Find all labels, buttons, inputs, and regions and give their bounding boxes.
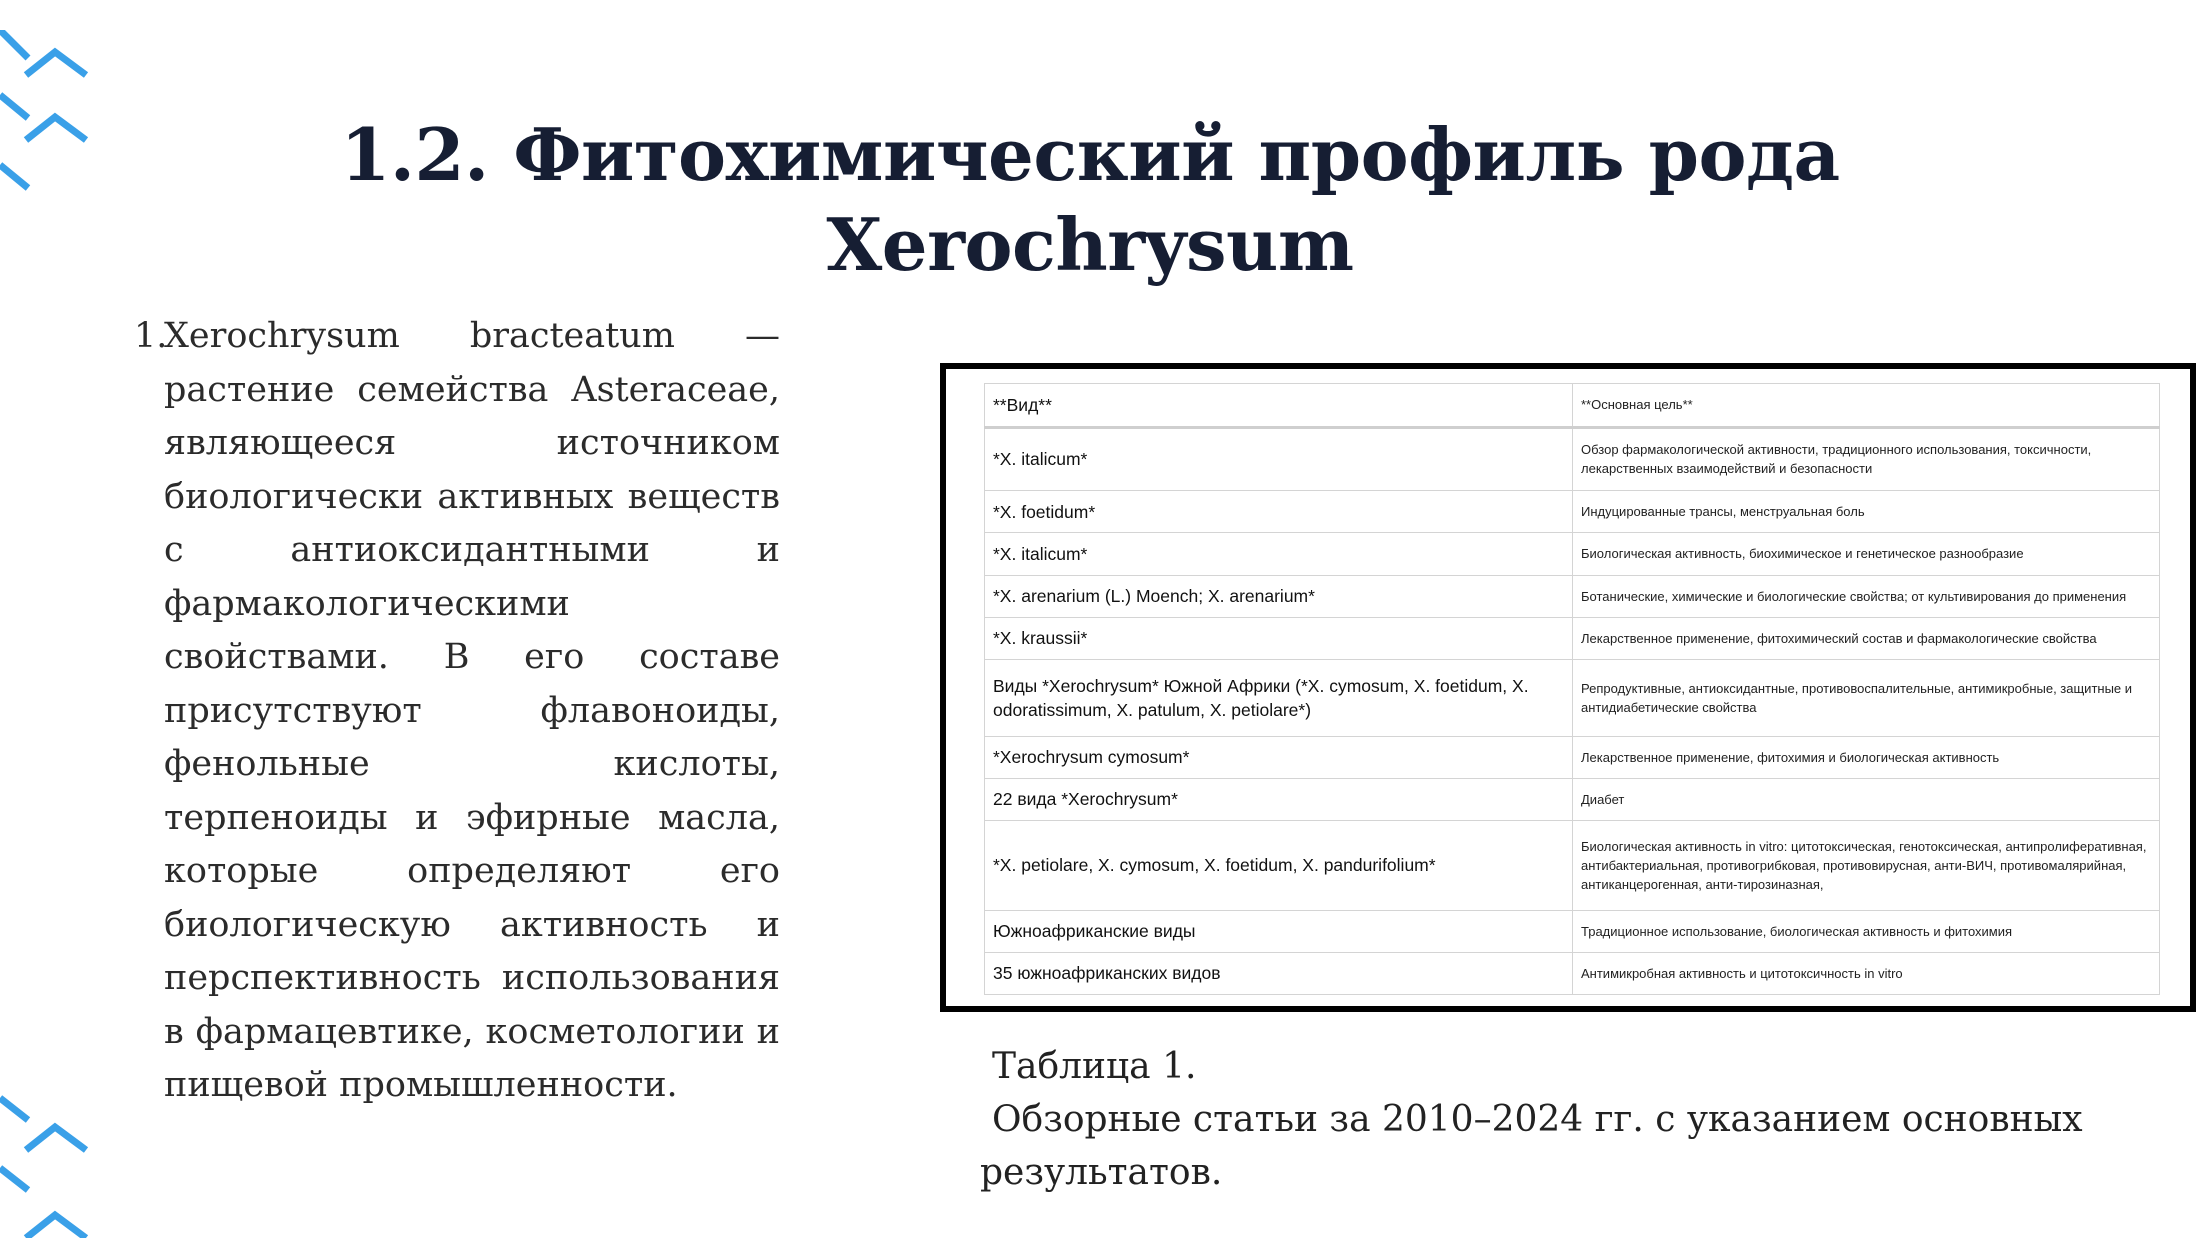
- body-list: [134, 310, 780, 1113]
- body-paragraph: Xerochrysum bracteatum — растение семейства Asteraceae, являющееся источником биологически активных веществ с антиоксидантными и фармакологическими свойствами. В его составе присутствуют флавоноиды, фенольные кислоты, терпеноиды и эфирные масла, которые определяют его биологическую активность и перспективность использования в фармацевтике, косметологии и пищевой промышленности.: [164, 316, 780, 1105]
- table-row: [985, 491, 2160, 533]
- species-cell: 22 вида *Xerochrysum*: [985, 778, 1573, 820]
- chevron-decoration-bottom: [0, 1090, 100, 1238]
- species-cell: *X. foetidum*: [985, 491, 1573, 533]
- species-cell: *X. arenarium (L.) Moench; X. arenarium*: [985, 575, 1573, 617]
- goal-cell: Индуцированные трансы, менструальная боль: [1573, 491, 2160, 533]
- goal-cell: Биологическая активность in vitro: цитотоксическая, генотоксическая, антипролиферативная, антибактериальная, противогрибковая, противовирусная, анти-ВИЧ, противомалярийная, антиканцерогенная, анти-тирозиназная,: [1573, 820, 2160, 910]
- table-row: [985, 533, 2160, 575]
- table-row: [985, 736, 2160, 778]
- table-row: [985, 778, 2160, 820]
- review-table: [984, 383, 2160, 995]
- table-row: [985, 820, 2160, 910]
- species-cell: Южноафриканские виды: [985, 910, 1573, 952]
- page-title: [270, 110, 1910, 290]
- table-row: [985, 910, 2160, 952]
- goal-cell: Ботанические, химические и биологические свойства; от культивирования до применения: [1573, 575, 2160, 617]
- species-cell: *X. petiolare, X. cymosum, X. foetidum, X. pandurifolium*: [985, 820, 1573, 910]
- goal-cell: Биологическая активность, биохимическое и генетическое разнообразие: [1573, 533, 2160, 575]
- species-cell: *Xerochrysum cymosum*: [985, 736, 1573, 778]
- species-cell: *X. italicum*: [985, 533, 1573, 575]
- header-goal: **Основная цель**: [1573, 384, 2160, 428]
- table-row: [985, 617, 2160, 659]
- table-row: [985, 427, 2160, 491]
- species-cell: Виды *Xerochrysum* Южной Африки (*X. cymosum, X. foetidum, X. odoratissimum, X. patulum, X. petiolare*): [985, 659, 1573, 736]
- list-marker: 1.: [134, 316, 168, 356]
- table-row: [985, 575, 2160, 617]
- table-header-row: [985, 384, 2160, 428]
- chevron-decoration-top: [0, 30, 100, 230]
- caption-line3: результатов.: [980, 1152, 1223, 1193]
- goal-cell: Диабет: [1573, 778, 2160, 820]
- species-cell: 35 южноафриканских видов: [985, 952, 1573, 994]
- goal-cell: Лекарственное применение, фитохимический состав и фармакологические свойства: [1573, 617, 2160, 659]
- page-title-line1: 1.2. Фитохимический профиль рода: [340, 112, 1840, 198]
- page-title-line2: Xerochrysum: [826, 202, 1354, 288]
- caption-line2: Обзорные статьи за 2010–2024 гг. с указанием основных: [992, 1099, 2083, 1140]
- species-cell: *X. kraussii*: [985, 617, 1573, 659]
- goal-cell: Обзор фармакологической активности, традиционного использования, токсичности, лекарственных взаимодействий и безопасности: [1573, 427, 2160, 491]
- table-row: [985, 952, 2160, 994]
- header-species: **Вид**: [985, 384, 1573, 428]
- goal-cell: Репродуктивные, антиоксидантные, противовоспалительные, антимикробные, защитные и антидиабетические свойства: [1573, 659, 2160, 736]
- table-row: [985, 659, 2160, 736]
- review-table-image: [940, 363, 2196, 1012]
- caption-line1: Таблица 1.: [992, 1046, 1197, 1087]
- goal-cell: Антимикробная активность и цитотоксичность in vitro: [1573, 952, 2160, 994]
- species-cell: *X. italicum*: [985, 427, 1573, 491]
- table-caption: [980, 1040, 2140, 1199]
- goal-cell: Традиционное использование, биологическая активность и фитохимия: [1573, 910, 2160, 952]
- goal-cell: Лекарственное применение, фитохимия и биологическая активность: [1573, 736, 2160, 778]
- body-list-item: [134, 310, 780, 1113]
